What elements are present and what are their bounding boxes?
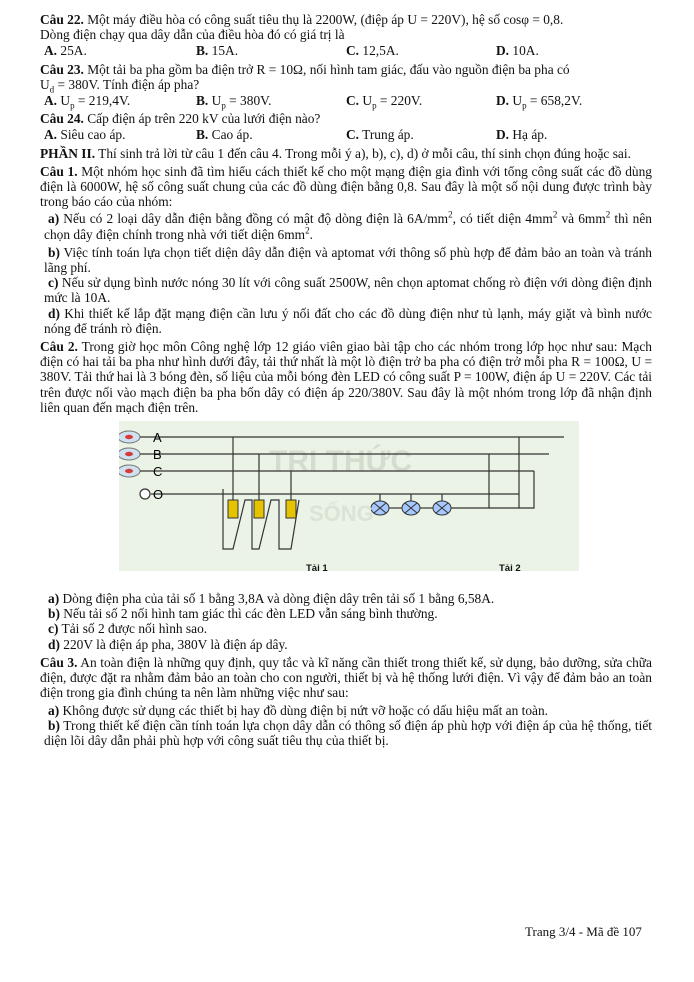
- resistor-2-icon: [254, 500, 264, 518]
- question-1: Câu 1. Một nhóm học sinh đã tìm hiểu cách thiết kế cho một mạng điện gia đình với tổng công suất các đồ dùng điện là 6000W, hệ số công suất chung của các đồ dùng điện bằng 0,8. Sau đây là một số nội dung được trình bày trong báo cáo của nhóm:: [40, 163, 652, 210]
- statement-b: b) Nếu tải số 2 nối hình tam giác thì các đèn LED vẫn sáng bình thường.: [48, 606, 438, 622]
- question-label: Câu 22.: [40, 12, 84, 27]
- statement-a: a) Không được sử dụng các thiết bị hay đồ dùng điện bị nứt vỡ hoặc có dấu hiệu mất an toàn.: [48, 702, 549, 718]
- option-b[interactable]: B. 15A.: [196, 43, 239, 59]
- statement-b: b) Trong thiết kế điện cần tính toán lựa chọn dây dẫn có thông số điện áp phù hợp với điện áp của hệ thống, tiết diện lõi dây dẫn phải phù hợp với công suất tiêu thụ của thiết bị.: [44, 717, 652, 748]
- line-label-a: A: [153, 430, 162, 446]
- option-b[interactable]: B. $U_p = 380V$.: [196, 93, 272, 111]
- statement-a: a) Nếu có 2 loại dây dẫn điện bằng đồng có mật độ dòng điện là $6A/mm^2$, có tiết diện $4mm^2$ và $6mm^2$ thì nên chọn dây điện chính trong nhà với tiết diện $6mm^2$.: [44, 209, 653, 242]
- option-a[interactable]: A. $U_p = 219,4V$.: [44, 93, 131, 111]
- statement-d: d) 220V là điện áp pha, 380V là điện áp dây.: [48, 636, 288, 652]
- line-label-c: C: [153, 464, 163, 480]
- statement-d: d) Khi thiết kế lắp đặt mạng điện cần lưu ý nối đất cho các đồ dùng điện như tủ lạnh, máy giặt và bình nước nóng để tránh rò điện.: [44, 305, 652, 336]
- line-label-o: O: [153, 487, 164, 503]
- source-a-icon: [119, 431, 140, 443]
- resistor-1-icon: [228, 500, 238, 518]
- lamp-2-icon: [402, 501, 420, 515]
- question-24: Câu 24. Cấp điện áp trên 220 kV của lưới điện nào?: [40, 111, 321, 127]
- watermark-text-2: SỐNG: [309, 501, 374, 527]
- circuit-svg: [119, 421, 579, 581]
- page-footer: Trang 3/4 - Mã đề 107: [525, 924, 642, 939]
- option-d[interactable]: D. 10A.: [496, 43, 539, 59]
- neutral-terminal-icon: [140, 489, 150, 499]
- answer-options: [40, 127, 652, 142]
- option-c[interactable]: C. $U_p = 220V$.: [346, 93, 423, 111]
- question-23-cont: $U_d = 380V$. Tính điện áp pha?: [40, 76, 200, 95]
- option-d[interactable]: D. $U_p = 658,2V$.: [496, 93, 583, 111]
- option-c[interactable]: C. 12,5A.: [346, 43, 399, 59]
- question-22-cont: Dòng điện chạy qua dây dẫn của điều hòa đó có giá trị là: [40, 27, 345, 43]
- question-label: Câu 24.: [40, 111, 84, 127]
- option-c[interactable]: C. Trung áp.: [346, 127, 414, 143]
- question-label: Câu 23.: [40, 61, 84, 77]
- option-a[interactable]: A. 25A.: [44, 43, 87, 59]
- answer-options: [40, 93, 652, 111]
- statement-b: b) Việc tính toán lựa chọn tiết diện dây dẫn điện và aptomat với thông số phù hợp để đảm bảo an toàn và tránh lãng phí.: [44, 244, 652, 276]
- source-b-icon: [119, 448, 140, 460]
- option-a[interactable]: A. Siêu cao áp.: [44, 127, 126, 143]
- question-3: Câu 3. An toàn điện là những quy định, quy tắc và kĩ năng cần thiết trong thiết kế, sử dụng, bảo dưỡng, sửa chữa điện, được đặt ra nhằm đảm bảo an toàn cho con người, thiết bị và hệ thống lưới điện. Vì vậy để đảm bảo an toàn điện trong gia đình chúng ta nên làm những việc như sau:: [40, 654, 652, 701]
- option-d[interactable]: D. Hạ áp.: [496, 127, 548, 143]
- statement-c: c) Tải số 2 được nối hình sao.: [48, 621, 208, 637]
- exam-page: [40, 12, 652, 748]
- question-22: Câu 22. Một máy điều hòa có công suất tiêu thụ là 2200W, (điệp áp U = 220V), hệ số cosφ = 0,8.: [40, 12, 564, 27]
- lamp-3-icon: [433, 501, 451, 515]
- watermark-text: TRI THỨC: [269, 445, 413, 479]
- answer-options: [40, 43, 652, 58]
- circuit-diagram: [119, 421, 579, 581]
- option-b[interactable]: B. Cao áp.: [196, 127, 253, 143]
- source-c-icon: [119, 465, 140, 477]
- load-2-label: Tải 2: [499, 563, 521, 575]
- resistor-3-icon: [286, 500, 296, 518]
- line-label-b: B: [153, 447, 162, 463]
- load-1-label: Tải 1: [306, 563, 328, 575]
- question-23: Câu 23. Một tải ba pha gồm ba điện trở R = 10Ω, nối hình tam giác, đấu vào nguồn điện ba pha có: [40, 61, 570, 77]
- question-2: Câu 2. Trong giờ học môn Công nghệ lớp 12 giáo viên giao bài tập cho các nhóm trong lớp học như sau: Mạch điện có hai tải ba pha như hình dưới đây, tải thứ nhất là một lò điện trở ba pha có điện trở mỗi pha R = 100Ω, U = 380V. Tải thứ hai là 3 bóng đèn, số liệu của mỗi bóng đèn LED có công suất P = 100W, điện áp U = 220V. Các tải trên được nối vào mạch điện ba pha bốn dây có điện áp 220/380V. Sau đây là một nhóm trong lớp đã nhận định liên quan đến mạch điện trên.: [40, 339, 652, 415]
- part-2-heading: PHẦN II. Thí sinh trả lời từ câu 1 đến câu 4. Trong mỗi ý a), b), c), d) ở mỗi câu, thí sinh chọn đúng hoặc sai.: [40, 145, 631, 161]
- statement-a: a) Dòng điện pha của tải số 1 bằng 3,8A và dòng điện dây trên tải số 1 bằng 6,58A.: [48, 591, 495, 607]
- statement-c: c) Nếu sử dụng bình nước nóng 30 lít với công suất 2500W, nên chọn aptomat chống rò điện với dòng điện định mức là 10A.: [44, 275, 652, 306]
